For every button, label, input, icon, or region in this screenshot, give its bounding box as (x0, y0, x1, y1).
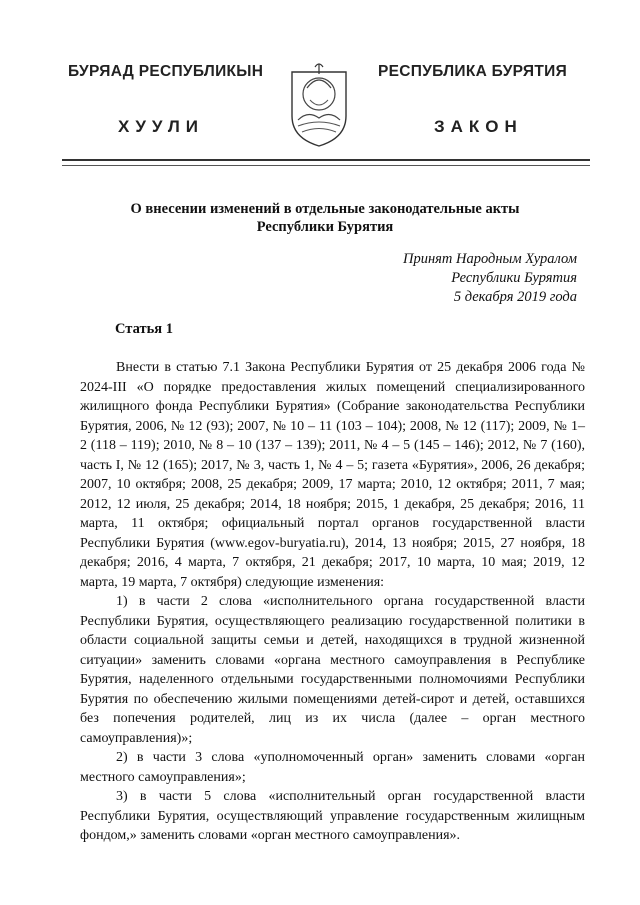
amendment-item-2: 2) в части 3 слова «уполномоченный орган» заменить словами «орган местного самоуправления»; (80, 750, 585, 785)
amendment-item-1: 1) в части 2 слова «исполнительного органа государственной власти Республики Бурятия, осуществляющего реализацию государственной политики в области социальной защиты семьи и детей, находящихся в трудной жизненной ситуации» заменить словами «органа местного самоуправления в Республике Бурятия, наделенного отдельными государственными полномочиями Республики Бурятия по обеспечению жилыми помещениями детей-сирот и детей, оставшихся без попечения родителей, лиц из их числа (далее – орган местного самоуправления)»; (80, 594, 585, 746)
title-line-1: О внесении изменений в отдельные законодательные акты (130, 201, 520, 217)
adoption-line-2: Республики Бурятия (451, 270, 577, 286)
header-right-title: РЕСПУБЛИКА БУРЯТИЯ (378, 63, 568, 80)
article-heading: Статья 1 (115, 321, 173, 337)
article-intro-paragraph: Внести в статью 7.1 Закона Республики Бурятия от 25 декабря 2006 года № 2024-III «О порядке предоставления жилых помещений специализированного жилищного фонда Республики Бурятия» (Собрание законодательства Республики Бурятия, 2006, № 12 (93); 2007, № 10 – 11 (103 – 104); 2008, № 12 (117); 2009, № 1– 2 (118 – 119); 2010, № 8 – 10 (137 – 139); 2011, № 4 – 5 (145 – 146); 2012, № 7 (160), часть I, № 12 (165); 2017, № 3, часть 1, № 4 – 5; газета «Бурятия», 2006, 26 декабря; 2007, 10 октября; 2008, 25 декабря; 2009, 17 марта; 2010, 12 октября; 2011, 7 мая; 2012, 12 июля, 25 декабря; 2014, 18 ноября; 2015, 1 декабря, 25 декабря; 2016, 11 марта, 11 октября; официальный портал органов государственной власти Республики Бурятия (www.egov-buryatia.ru), 2014, 13 ноября; 2015, 27 ноября, 18 декабря; 2016, 4 марта, 7 октября, 21 декабря; 2017, 10 марта, 10 мая; 2019, 12 марта, 19 марта, 7 октября) следующие изменения: (80, 360, 585, 590)
header-divider-thick (62, 159, 590, 161)
header-divider-thin (62, 165, 590, 166)
amendment-item-3: 3) в части 5 слова «исполнительный орган государственной власти Республики Бурятия, осуществляющий управление государственным жилищным фондом,» заменить словами «орган местного самоуправления». (80, 789, 585, 843)
title-line-2: Республики Бурятия (256, 219, 394, 235)
adoption-line-1: Принят Народным Хуралом (402, 251, 577, 267)
adoption-note (330, 250, 577, 307)
header-left-title: БУРЯАД РЕСПУБЛИКЫН (68, 63, 264, 80)
header-left-law: ХУУЛИ (118, 117, 204, 136)
document-title (60, 200, 590, 236)
header-right-law: ЗАКОН (434, 117, 523, 136)
coat-of-arms-emblem (288, 58, 350, 148)
article-body (80, 358, 585, 846)
adoption-line-3: 5 декабря 2019 года (453, 289, 577, 305)
